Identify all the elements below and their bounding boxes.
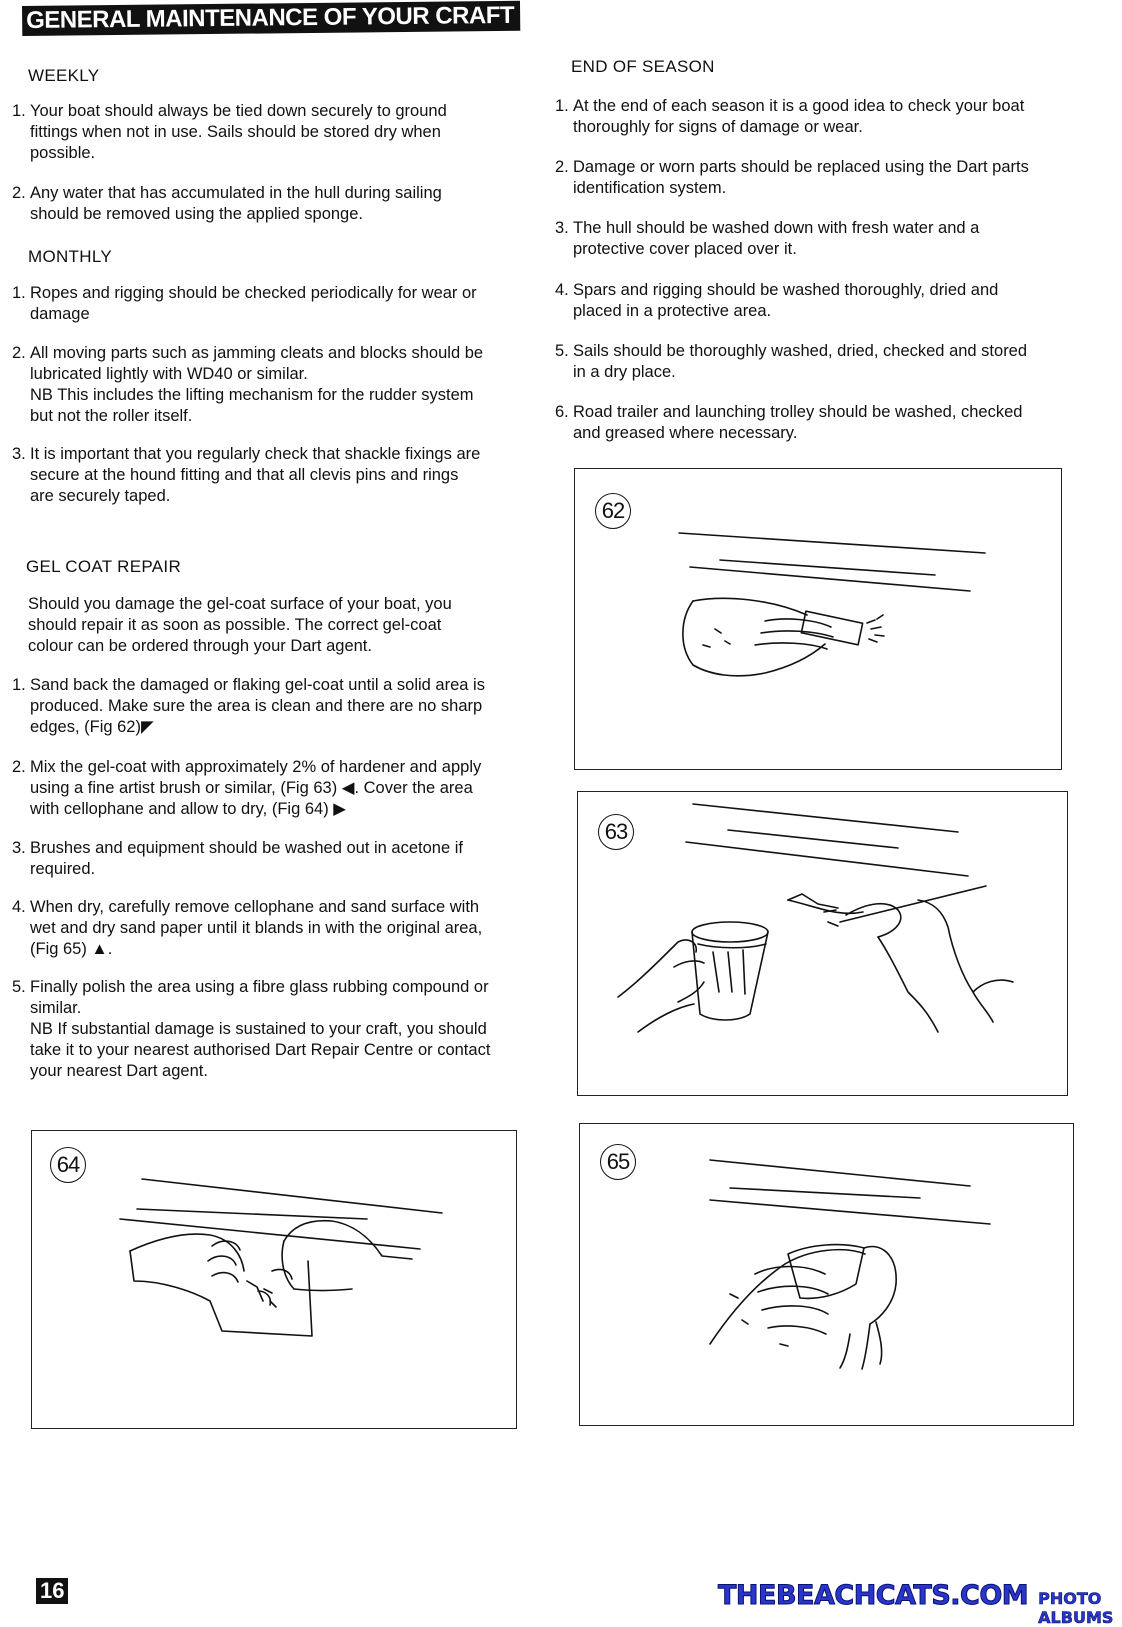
figure-64	[31, 1130, 517, 1429]
figure-65	[579, 1123, 1074, 1426]
item-text: It is important that you regularly check that shackle fixings are secure at the hound fitting and that all clevis pins and rings are securely taped.	[30, 445, 481, 505]
list-item	[12, 675, 492, 738]
figure-number: 63	[598, 814, 634, 850]
item-text: When dry, carefully remove cellophane and sand surface with wet and dry sand paper until it blands in with the original area, (Fig 65) ▲.	[30, 898, 483, 958]
page-number: 16	[36, 1578, 68, 1604]
item-text: Sand back the damaged or flaking gel-coat until a solid area is produced. Make sure the area is clean and there are no sharp edges, (Fig 62)◤	[30, 676, 485, 736]
brush-and-cup-illustration	[578, 792, 1067, 1095]
item-number: 1.	[12, 284, 26, 302]
list-item	[555, 218, 1035, 260]
list-item	[555, 402, 1035, 444]
item-number: 2.	[555, 158, 569, 176]
gelcoat-intro: Should you damage the gel-coat surface of your boat, you should repair it as soon as possible. The correct gel-coat colour can be ordered through your Dart agent.	[28, 595, 452, 655]
item-text: Any water that has accumulated in the hull during sailing should be removed using the applied sponge.	[30, 184, 442, 223]
figure-number: 64	[50, 1147, 86, 1183]
item-number: 1.	[555, 97, 569, 115]
item-number: 6.	[555, 403, 569, 421]
weekly-heading: WEEKLY	[28, 66, 100, 85]
item-text: At the end of each season it is a good idea to check your boat thoroughly for signs of damage or wear.	[573, 97, 1025, 136]
item-number: 1.	[12, 102, 26, 120]
item-number: 4.	[12, 898, 26, 916]
item-number: 3.	[555, 219, 569, 237]
monthly-heading: MONTHLY	[28, 247, 112, 266]
season-heading: END OF SEASON	[571, 57, 715, 76]
list-item	[555, 280, 1035, 322]
list-item	[12, 183, 482, 225]
figure-number: 65	[600, 1144, 636, 1180]
watermark-subtitle: PHOTO ALBUMS	[1038, 1589, 1114, 1627]
item-note: NB If substantial damage is sustained to your craft, you should take it to your nearest authorised Dart Repair Centre or contact your nearest Dart agent.	[30, 1020, 491, 1080]
item-text: Sails should be thoroughly washed, dried, checked and stored in a dry place.	[573, 342, 1028, 381]
figure-number: 62	[595, 493, 631, 529]
item-number: 4.	[555, 281, 569, 299]
item-number: 1.	[12, 676, 26, 694]
item-text: Your boat should always be tied down securely to ground fittings when not in use. Sails should be stored dry when possible.	[30, 102, 447, 162]
list-item	[12, 444, 482, 507]
list-item	[12, 283, 482, 325]
list-item	[12, 838, 492, 880]
page-title: GENERAL MAINTENANCE OF YOUR CRAFT	[22, 1, 520, 36]
list-item	[555, 341, 1035, 383]
list-item	[12, 977, 498, 1082]
list-item	[12, 343, 492, 427]
item-text: The hull should be washed down with fresh water and a protective cover placed over it.	[573, 219, 980, 258]
item-text: Mix the gel-coat with approximately 2% of hardener and apply using a fine artist brush or similar, (Fig 63) ◀. Cover the area with cellophane and allow to dry, (Fig 64) ▶	[30, 758, 482, 818]
item-body: Finally polish the area using a fibre glass rubbing compound or similar.	[30, 978, 489, 1017]
item-note: NB This includes the lifting mechanism for the rudder system but not the roller itself.	[30, 386, 474, 425]
item-number: 2.	[12, 758, 26, 776]
item-number: 5.	[12, 978, 26, 996]
item-text	[30, 977, 498, 1082]
list-item	[12, 101, 482, 164]
item-text: Spars and rigging should be washed thoroughly, dried and placed in a protective area.	[573, 281, 999, 320]
watermark-logo: THEBEACHCATS.COM	[718, 1580, 1029, 1611]
item-number: 2.	[12, 184, 26, 202]
list-item	[555, 96, 1035, 138]
gelcoat-heading: GEL COAT REPAIR	[26, 557, 182, 576]
list-item	[555, 157, 1035, 199]
item-text	[30, 343, 492, 427]
item-text: Damage or worn parts should be replaced using the Dart parts identification system.	[573, 158, 1029, 197]
final-sanding-illustration	[580, 1124, 1073, 1425]
sanding-illustration	[575, 469, 1061, 769]
item-text: Brushes and equipment should be washed out in acetone if required.	[30, 839, 463, 878]
item-body: All moving parts such as jamming cleats and blocks should be lubricated lightly with WD40 or similar.	[30, 344, 484, 383]
figure-63	[577, 791, 1068, 1096]
figure-62	[574, 468, 1062, 770]
list-item	[12, 897, 492, 960]
item-number: 3.	[12, 445, 26, 463]
watermark	[718, 1580, 1122, 1627]
item-number: 2.	[12, 344, 26, 362]
cellophane-illustration	[32, 1131, 516, 1428]
item-text: Ropes and rigging should be checked periodically for wear or damage	[30, 284, 477, 323]
item-text: Road trailer and launching trolley should be washed, checked and greased where necessary.	[573, 403, 1023, 442]
item-number: 3.	[12, 839, 26, 857]
list-item	[12, 757, 482, 820]
item-number: 5.	[555, 342, 569, 360]
